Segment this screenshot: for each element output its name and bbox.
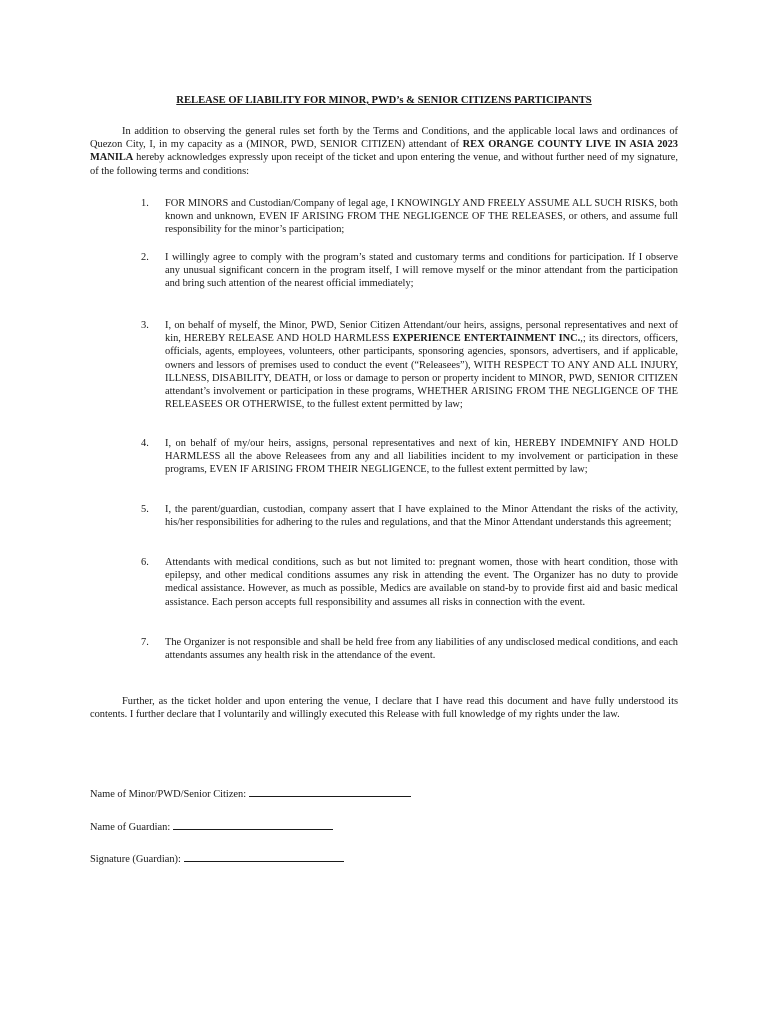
guardian-signature-label: Signature (Guardian): <box>90 854 181 865</box>
term-text: FOR MINORS and Custodian/Company of legal age, I KNOWINGLY AND FREELY ASSUME ALL SUCH RISKS, both known and unknown, EVEN IF ARISING FROM THE NEGLIGENCE OF THE RELEASES, or others, and assume full responsibility for the minor’s participation; <box>165 198 678 236</box>
guardian-name-field <box>90 820 333 834</box>
term-text: Attendants with medical conditions, such as but not limited to: pregnant women, those with heart condition, those with epilepsy, and other medical conditions assumes any risk in attending the event. The Organizer has no duty to provide medical assistance. However, as much as possible, Medics are available on stand-by to provide first aid and basic medical assistance. Each person accepts full responsibility and assumes all risks in connection with the event. <box>165 557 678 608</box>
term-number: 7. <box>141 637 149 648</box>
term-number: 3. <box>141 320 149 331</box>
term-number: 5. <box>141 504 149 515</box>
guardian-name-label: Name of Guardian: <box>90 822 171 833</box>
term-text: I, on behalf of my/our heirs, assigns, personal representatives and next of kin, HEREBY INDEMNIFY AND HOLD HARMLESS all the above Releasees from any and all liabilities incident to my involvement or participation in these programs, EVEN IF ARISING FROM THEIR NEGLIGENCE, to the fullest extent permitted by law; <box>165 438 678 476</box>
term-number: 1. <box>141 198 149 209</box>
term-number: 4. <box>141 438 149 449</box>
minor-name-blank-line[interactable] <box>249 787 411 797</box>
guardian-name-blank-line[interactable] <box>173 820 333 830</box>
term-text <box>165 319 678 411</box>
intro-paragraph <box>90 125 678 178</box>
guardian-signature-blank-line[interactable] <box>184 852 344 862</box>
document-title: RELEASE OF LIABILITY FOR MINOR, PWD’s & SENIOR CITIZENS PARTICIPANTS <box>176 95 592 106</box>
term-text-after: ,; its directors, officers, officials, agents, employees, volunteers, other participants, sponsoring agencies, sponsors, advertisers, and if applicable, owners and lessors of premises used to conduct the event (“Releasees”), WITH RESPECT TO ANY AND ALL INJURY, ILLNESS, DISABILITY, DEATH, or loss or damage to person or property incident to MINOR, PWD, SENIOR CITIZEN attendant’s involvement or participation in these programs, WHETHER ARISING FROM THE NEGLIGENCE OF THE RELEASEES OR OTHERWISE, to the fullest extent permitted by law; <box>165 333 678 411</box>
minor-name-label: Name of Minor/PWD/Senior Citizen: <box>90 789 247 800</box>
intro-text-part2: hereby acknowledges expressly upon receipt of the ticket and upon entering the venue, and without further need of my signature, of the following terms and conditions: <box>90 152 678 177</box>
guardian-signature-field <box>90 852 344 866</box>
term-number: 2. <box>141 252 149 263</box>
event-name: REX ORANGE COUNTY LIVE IN ASIA 2023 MANILA <box>90 139 678 164</box>
closing-paragraph: Further, as the ticket holder and upon entering the venue, I declare that I have read this document and have fully understood its contents. I further declare that I voluntarily and willingly executed this Release with full knowledge of my rights under the law. <box>90 696 678 721</box>
company-name: EXPERIENCE ENTERTAINMENT INC. <box>392 333 581 345</box>
minor-name-field <box>90 787 411 801</box>
term-text-before: I, on behalf of myself, the Minor, PWD, Senior Citizen Attendant/our heirs, assigns, personal representatives and next of kin, HEREBY RELEASE AND HOLD HARMLESS <box>165 320 678 345</box>
intro-text-part1: In addition to observing the general rules set forth by the Terms and Conditions, and the applicable local laws and ordinances of Quezon City, I, in my capacity as a (MINOR, PWD, SENIOR CITIZEN) attendant of <box>90 126 678 151</box>
term-number: 6. <box>141 557 149 568</box>
term-text: The Organizer is not responsible and shall be held free from any liabilities of any undisclosed medical conditions, and each attendants assumes any health risk in the attendance of the event. <box>165 637 678 662</box>
term-text: I, the parent/guardian, custodian, company assert that I have explained to the Minor Attendant the risks of the activity, his/her responsibilities for adhering to the rules and regulations, and that the Minor Attendant understands this agreement; <box>165 504 678 529</box>
term-text: I willingly agree to comply with the program’s stated and customary terms and conditions for participation. If I observe any unusual significant concern in the program itself, I will remove myself or the minor attendant from the participation and bring such attention of the nearest official immediately; <box>165 252 678 290</box>
